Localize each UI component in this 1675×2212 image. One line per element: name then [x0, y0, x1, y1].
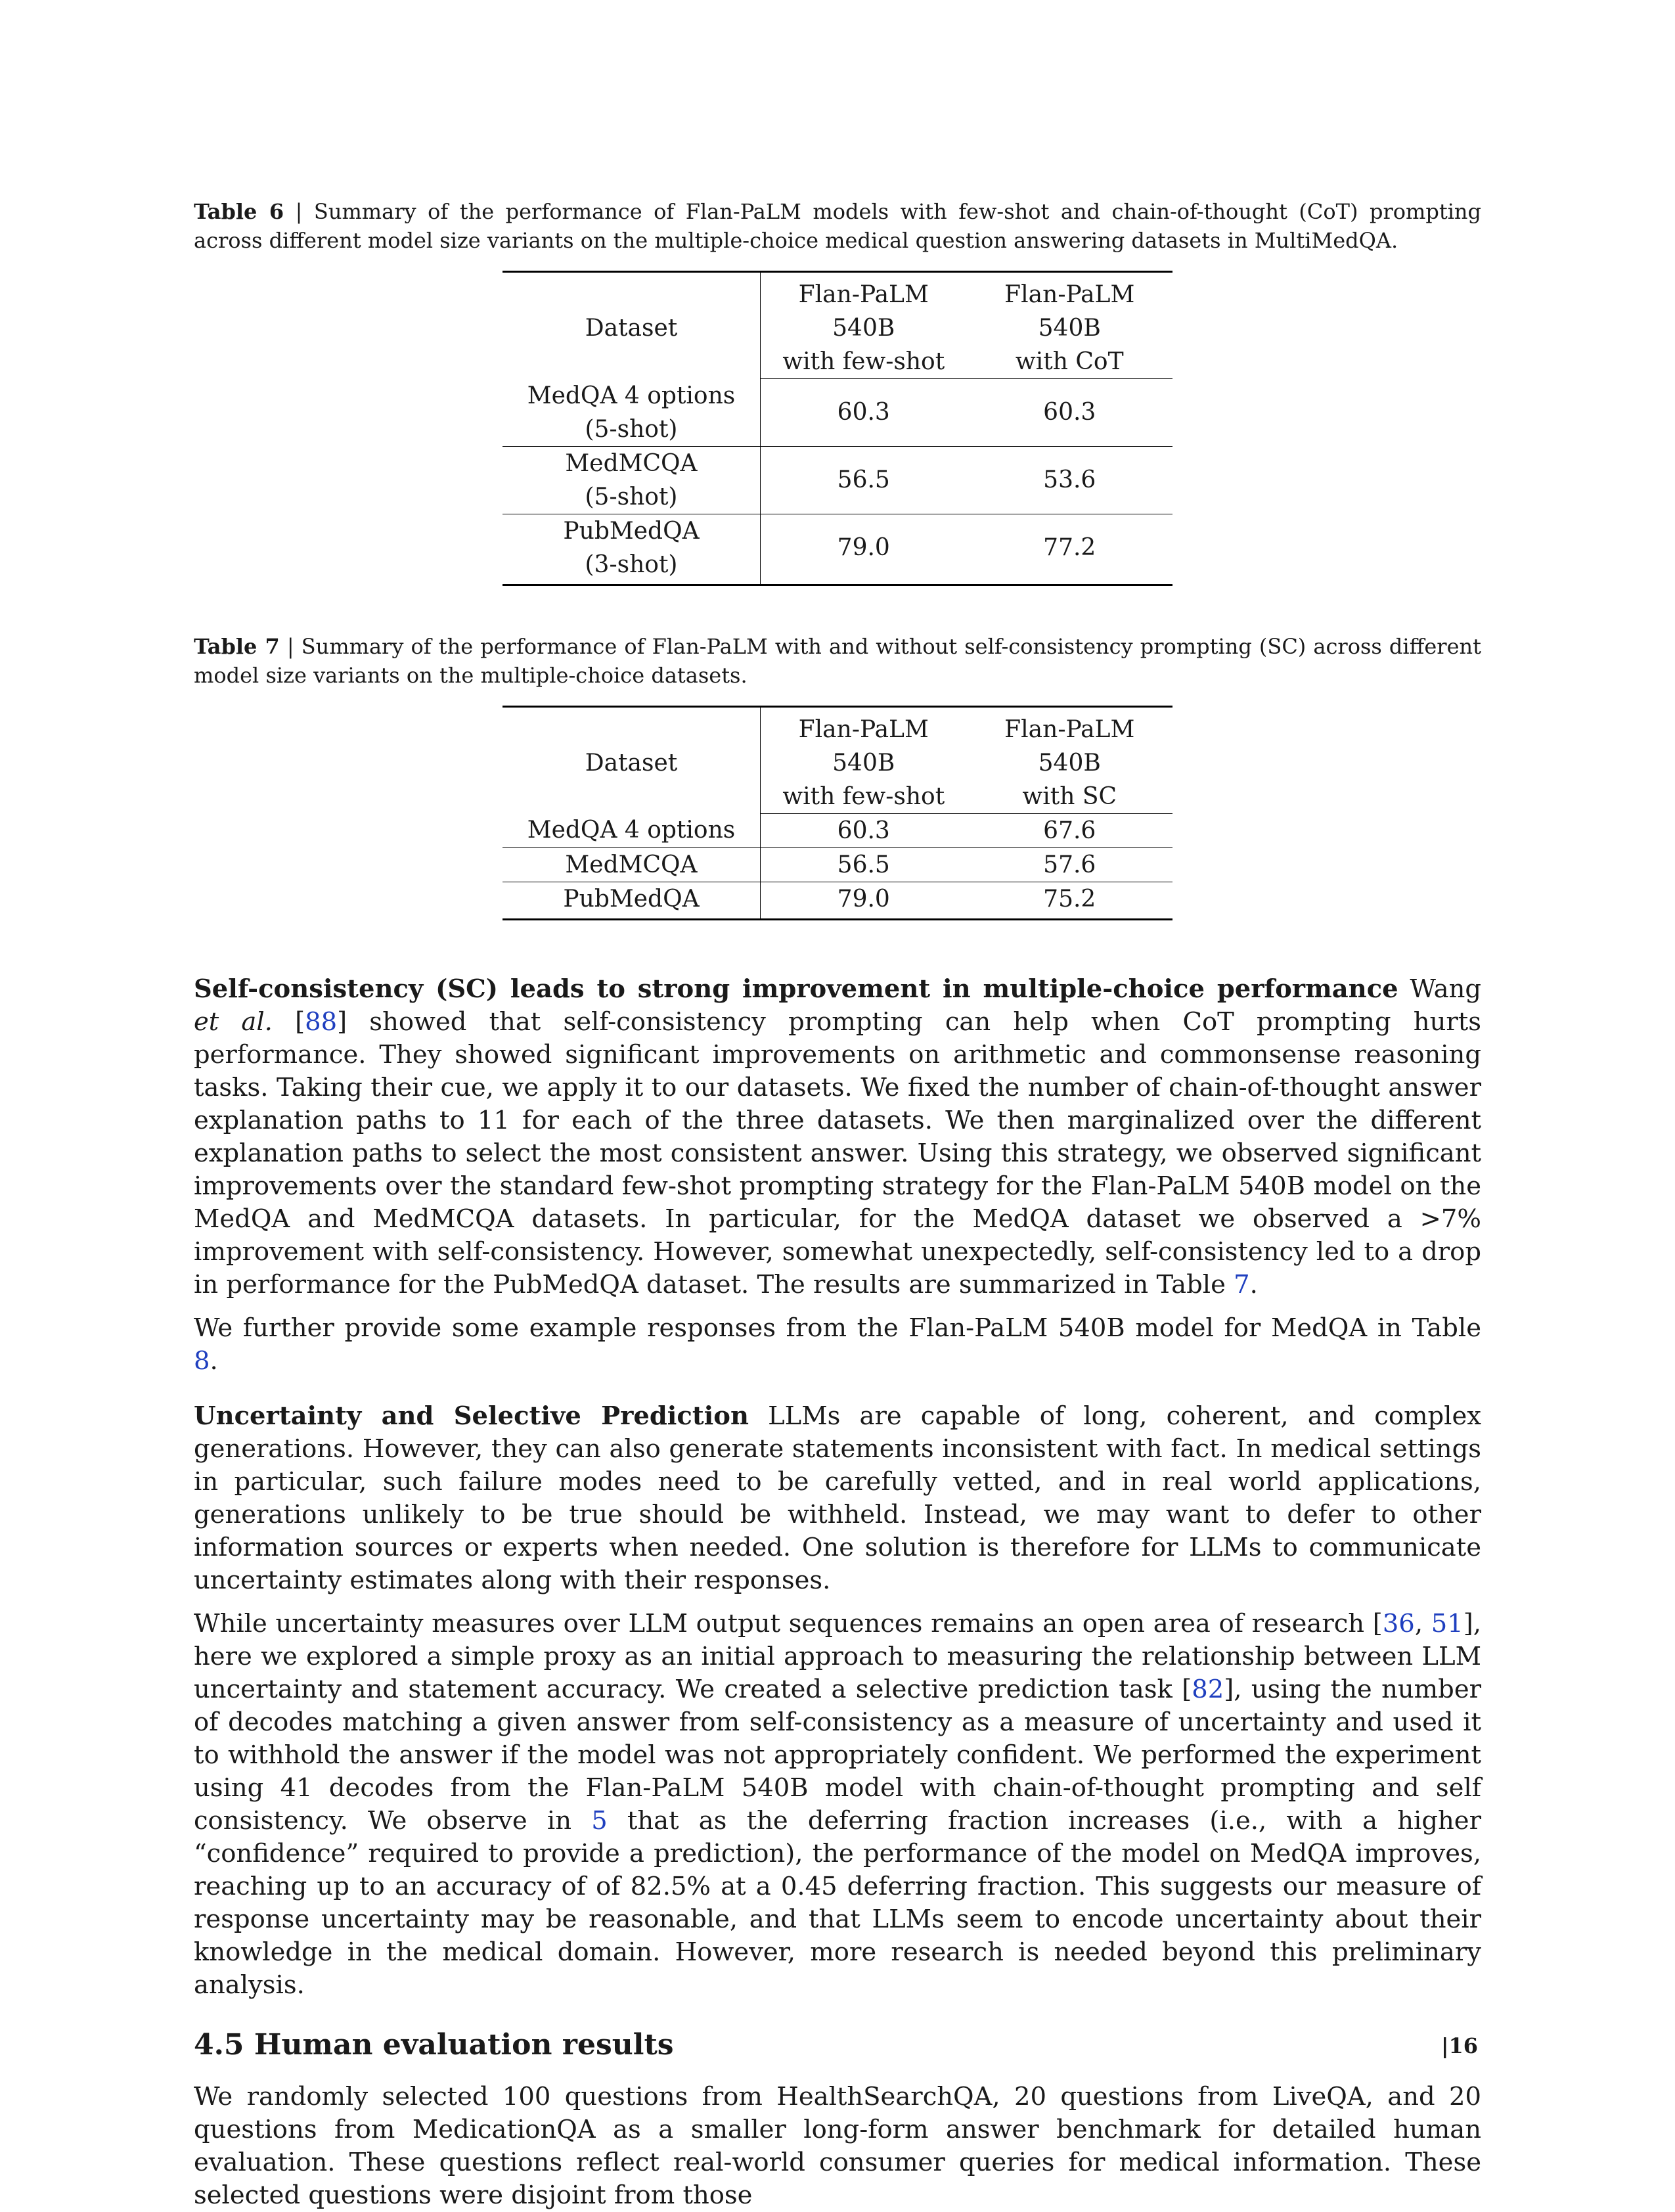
dataset-name: PubMedQA	[563, 517, 700, 545]
table7-row2-sc: 57.6	[967, 847, 1173, 882]
table6-header-col1-line1: Flan-PaLM 540B	[761, 272, 967, 346]
uncertainty-text: LLMs are capable of long, coherent, and complex generations. However, they can also generate statements inconsistent with fact. In medical settings in particular, such failure modes need to be carefully vetted, and in real world applications, generations unlikely to be true should be withheld. Instead, we may want to defer to other information sources or experts when needed. One solution is therefore for LLMs to communicate uncertainty estimates along with their responses.	[194, 1401, 1481, 1595]
table7	[502, 706, 1172, 920]
citation-link-36[interactable]: 36	[1382, 1608, 1415, 1638]
table-row	[502, 514, 1172, 585]
sc-body: ] showed that self-consistency prompting can help when CoT prompting hurts performance. They showed significant improvements on arithmetic and commonsense reasoning tasks. Taking their cue, we apply it to our datasets. We fixed the number of chain-of-thought answer explanation paths to 11 for each of the three datasets. We then marginalized over the different explanation paths to select the most consistent answer. Using this strategy, we observed significant improvements over the standard few-shot prompting strategy for the Flan-PaLM 540B model on the MedQA and MedMCQA datasets. In particular, for the MedQA dataset we observed a >7% improvement with self-consistency. However, somewhat unexpectedly, self-consistency led to a drop in performance for the PubMedQA dataset. The results are summarized in Table	[194, 1006, 1481, 1299]
uncertainty-paragraph	[194, 1400, 1481, 1597]
table8-link[interactable]: 8	[194, 1345, 210, 1376]
dataset-shots: (5-shot)	[585, 415, 678, 443]
table7-row1-fewshot: 60.3	[761, 813, 967, 847]
selective-text-4: that as the deferring fraction increases (i.e., with a higher “confidence” required to provide a prediction), the performance of the model on MedQA improves, reaching up to an accuracy of of 82.5% at a 0.45 deferring fraction. This suggests our measure of response uncertainty may be reasonable, and that LLMs seem to encode uncertainty about their knowledge in the medical domain. However, more research is needed beyond this preliminary analysis.	[194, 1805, 1481, 2000]
dataset-name: MedQA 4 options	[527, 382, 736, 409]
table7-header-row1	[502, 706, 1172, 780]
citation-link-51[interactable]: 51	[1431, 1608, 1463, 1638]
table6-row2-dataset	[502, 446, 761, 514]
figure5-link[interactable]: 5	[591, 1805, 608, 1836]
table6-header-col1-line2: with few-shot	[761, 345, 967, 379]
table7-header-col2-line1: Flan-PaLM 540B	[967, 706, 1173, 780]
selective-text-2: ], here we explored a simple proxy as an initial approach to measuring the relationship between LLM uncertainty and statement accuracy. We created a selective prediction task [	[194, 1608, 1481, 1704]
page-number: |16	[1440, 2033, 1478, 2058]
table7-row1-dataset: MedQA 4 options	[502, 813, 761, 847]
table6-header-col2-line1: Flan-PaLM 540B	[967, 272, 1173, 346]
sc-lead: Wang	[1398, 974, 1482, 1004]
table7-row1-sc: 67.6	[967, 813, 1173, 847]
table7-header-dataset: Dataset	[502, 706, 761, 813]
bracket: [	[272, 1006, 305, 1037]
table6-row1-cot: 60.3	[1043, 399, 1096, 426]
selective-paragraph	[194, 1608, 1481, 2002]
table-row	[502, 446, 1172, 514]
dataset-name: MedMCQA	[565, 449, 698, 477]
table7-row3-fewshot: 79.0	[761, 882, 967, 919]
citation-sep: ,	[1414, 1608, 1431, 1638]
dataset-shots: (3-shot)	[585, 551, 678, 578]
citation-link-88[interactable]: 88	[305, 1006, 338, 1037]
table7-row2-dataset: MedMCQA	[502, 847, 761, 882]
table7-caption-text: | Summary of the performance of Flan-PaLM with and without self-consistency prompting (SC) across different model size variants on the multiple-choice datasets.	[194, 633, 1481, 688]
selective-text-1: While uncertainty measures over LLM output sequences remains an open area of research [	[194, 1608, 1383, 1638]
section-4-5-paragraph: We randomly selected 100 questions from HealthSearchQA, 20 questions from LiveQA, and 20 questions from MedicationQA as a smaller long-form answer benchmark for detailed human evaluation. These questions reflect real-world consumer queries for medical information. These selected questions were disjoint from those	[194, 2081, 1481, 2210]
table6-header-col2-line2: with CoT	[967, 345, 1173, 379]
table7-row3-sc: 75.2	[967, 882, 1173, 919]
table-row	[502, 379, 1172, 447]
table6-header-row1	[502, 272, 1172, 346]
table7-label: Table 7	[194, 633, 280, 659]
table6-row3-dataset	[502, 514, 761, 585]
table7-link[interactable]: 7	[1234, 1269, 1250, 1299]
table7-header-col1-line1: Flan-PaLM 540B	[761, 706, 967, 780]
table6-row1-fewshot: 60.3	[837, 399, 890, 426]
table7-header-col2-line2: with SC	[967, 780, 1173, 814]
table-row	[502, 813, 1172, 847]
examples-text: We further provide some example responses from the Flan-PaLM 540B model for MedQA in Table	[194, 1313, 1481, 1343]
table6	[502, 271, 1172, 586]
table6-caption	[194, 197, 1481, 255]
table6-row2-cot: 53.6	[1043, 466, 1096, 493]
table6-row2-fewshot: 56.5	[837, 466, 890, 493]
table-row	[502, 882, 1172, 919]
et-al: et al.	[194, 1006, 273, 1037]
table6-label: Table 6	[194, 199, 284, 224]
table7-row2-fewshot: 56.5	[761, 847, 967, 882]
table-row	[502, 847, 1172, 882]
uncertainty-heading: Uncertainty and Selective Prediction	[194, 1401, 749, 1431]
section-4-5-title: 4.5 Human evaluation results	[194, 2027, 674, 2062]
table6-header-dataset: Dataset	[502, 272, 761, 379]
table7-header-col1-line2: with few-shot	[761, 780, 967, 814]
dataset-shots: (5-shot)	[585, 483, 678, 510]
table6-row3-fewshot: 79.0	[761, 514, 967, 585]
examples-paragraph	[194, 1312, 1481, 1378]
paper-page	[194, 197, 1481, 2212]
sc-heading: Self-consistency (SC) leads to strong improvement in multiple-choice performance	[194, 974, 1398, 1004]
table6-row1-dataset	[502, 379, 761, 447]
table7-row3-dataset: PubMedQA	[502, 882, 761, 919]
citation-link-82[interactable]: 82	[1192, 1674, 1224, 1704]
period: .	[1249, 1269, 1258, 1299]
selective-text-3: ], using the number of decodes matching a given answer from self-consistency as a measure of uncertainty and used it to withhold the answer if the model was not appropriately confident. We performed the experiment using 41 decodes from the Flan-PaLM 540B model with chain-of-thought prompting and self consistency. We observe in	[194, 1674, 1482, 1836]
period: .	[210, 1345, 218, 1376]
sc-paragraph	[194, 973, 1481, 1301]
table7-caption	[194, 632, 1481, 690]
table6-caption-text: | Summary of the performance of Flan-PaLM models with few-shot and chain-of-thought (CoT) prompting across different model size variants on the multiple-choice medical question answering datasets in MultiMedQA.	[194, 199, 1482, 253]
table6-row3-cot: 77.2	[967, 514, 1173, 585]
